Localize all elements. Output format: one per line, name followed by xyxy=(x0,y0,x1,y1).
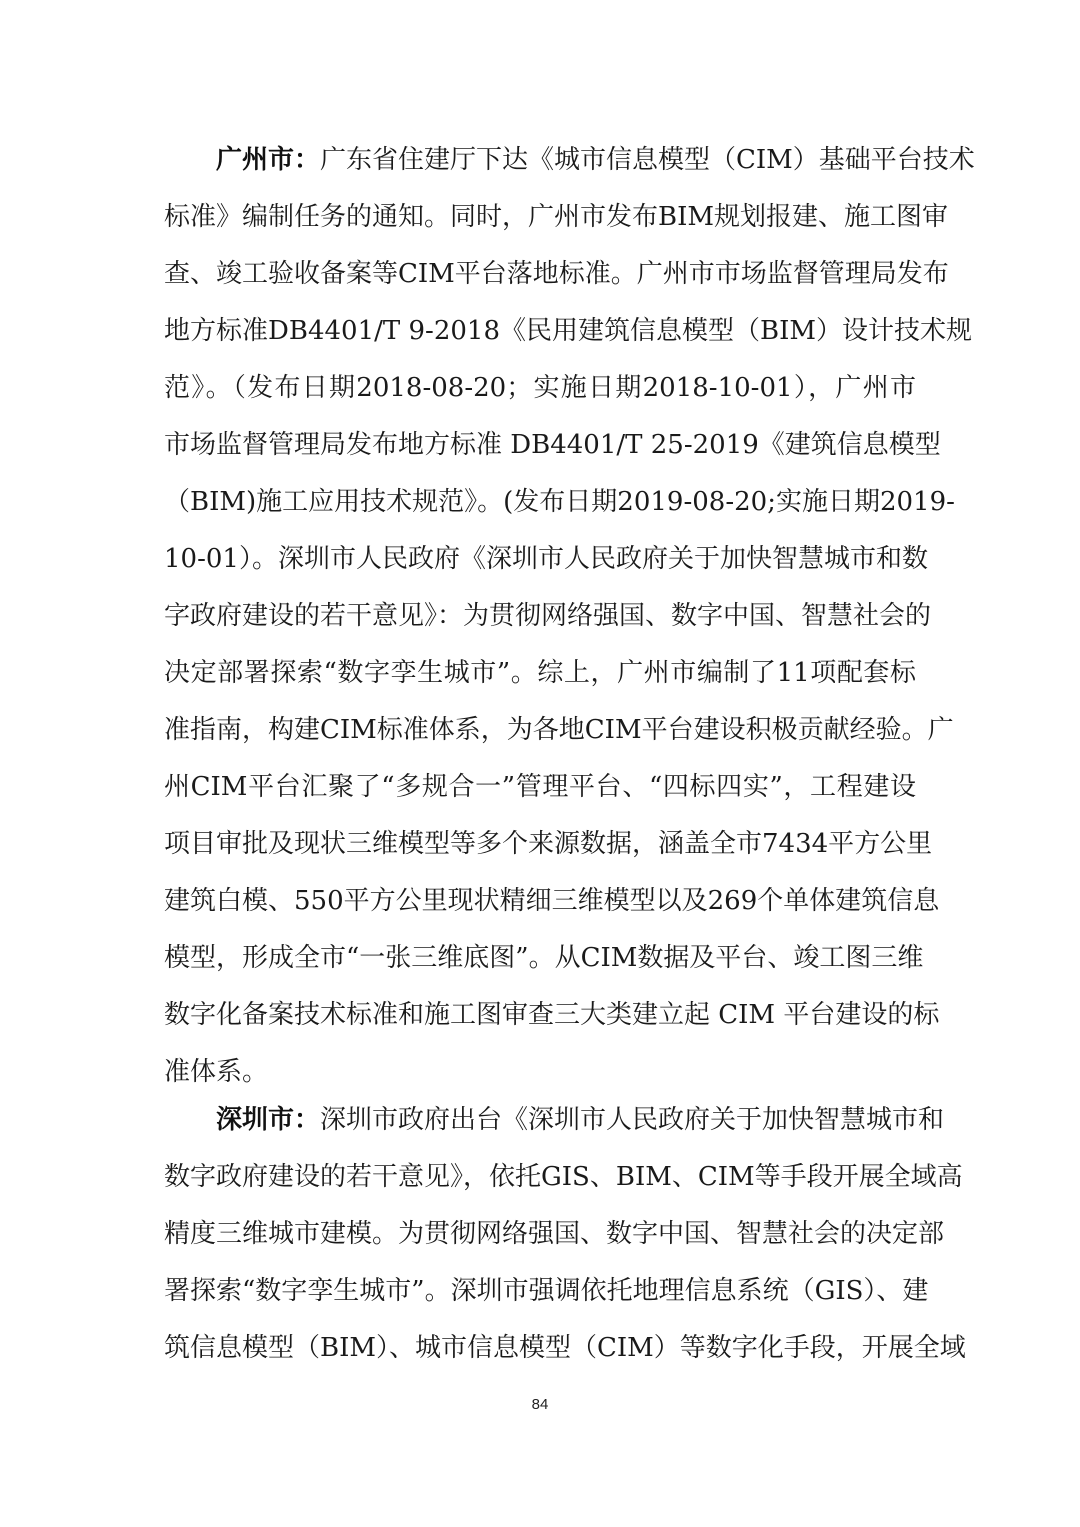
paragraph-line: 建筑白模、550平方公里现状精细三维模型以及269个单体建筑信息 xyxy=(164,886,940,916)
paragraph-shenzhen xyxy=(164,1092,966,1377)
paragraph-line: 项目审批及现状三维模型等多个来源数据，涵盖全市7434平方公里 xyxy=(164,829,933,859)
paragraph-line: 查、竣工验收备案等CIM平台落地标准。广州市市场监督管理局发布 xyxy=(164,259,949,289)
paragraph-line: 市场监督管理局发布地方标准 DB4401/T 25-2019《建筑信息模型 xyxy=(164,430,941,460)
paragraph-guangzhou xyxy=(164,132,975,1101)
paragraph-line xyxy=(164,1092,945,1149)
page-number: 84 xyxy=(531,1396,549,1413)
paragraph-line: 准体系。 xyxy=(164,1057,269,1087)
paragraph-line: 署探索“数字孪生城市”。深圳市强调依托地理信息系统（GIS）、建 xyxy=(164,1276,929,1306)
paragraph-line: 州CIM平台汇聚了“多规合一”管理平台、“四标四实”，工程建设 xyxy=(164,772,916,802)
paragraph-line: 决定部署探索“数字孪生城市”。综上，广州市编制了11项配套标 xyxy=(164,658,916,688)
paragraph-line: 标准》编制任务的通知。同时，广州市发布BIM规划报建、施工图审 xyxy=(164,202,948,232)
paragraph-line: 筑信息模型（BIM）、城市信息模型（CIM）等数字化手段，开展全域 xyxy=(164,1333,966,1363)
paragraph-line: （BIM)施工应用技术规范》。(发布日期2019-08-20;实施日期2019- xyxy=(164,487,955,517)
paragraph-line: 准指南，构建CIM标准体系，为各地CIM平台建设积极贡献经验。广 xyxy=(164,715,954,745)
paragraph-line: 数字化备案技术标准和施工图审查三大类建立起 CIM 平台建设的标 xyxy=(164,1000,940,1030)
paragraph-line: 数字政府建设的若干意见》，依托GIS、BIM、CIM等手段开展全域高 xyxy=(164,1162,963,1192)
line-text: 深圳市政府出台《深圳市人民政府关于加快智慧城市和 xyxy=(320,1105,945,1135)
line-text: 广东省住建厅下达《城市信息模型（CIM）基础平台技术 xyxy=(320,145,975,175)
paragraph-line: 地方标准DB4401/T 9-2018《民用建筑信息模型（BIM）设计技术规 xyxy=(164,316,972,346)
paragraph-line xyxy=(164,132,975,189)
city-heading-guangzhou: 广州市： xyxy=(216,145,321,175)
paragraph-line: 模型，形成全市“一张三维底图”。从CIM数据及平台、竣工图三维 xyxy=(164,943,924,973)
paragraph-line: 字政府建设的若干意见》：为贯彻网络强国、数字中国、智慧社会的 xyxy=(164,601,932,631)
paragraph-line: 范》。（发布日期2018-08-20；实施日期2018-10-01），广州市 xyxy=(164,373,916,403)
paragraph-line: 10-01）。深圳市人民政府《深圳市人民政府关于加快智慧城市和数 xyxy=(164,544,928,574)
paragraph-line: 精度三维城市建模。为贯彻网络强国、数字中国、智慧社会的决定部 xyxy=(164,1219,945,1249)
city-heading-shenzhen: 深圳市： xyxy=(216,1105,321,1135)
